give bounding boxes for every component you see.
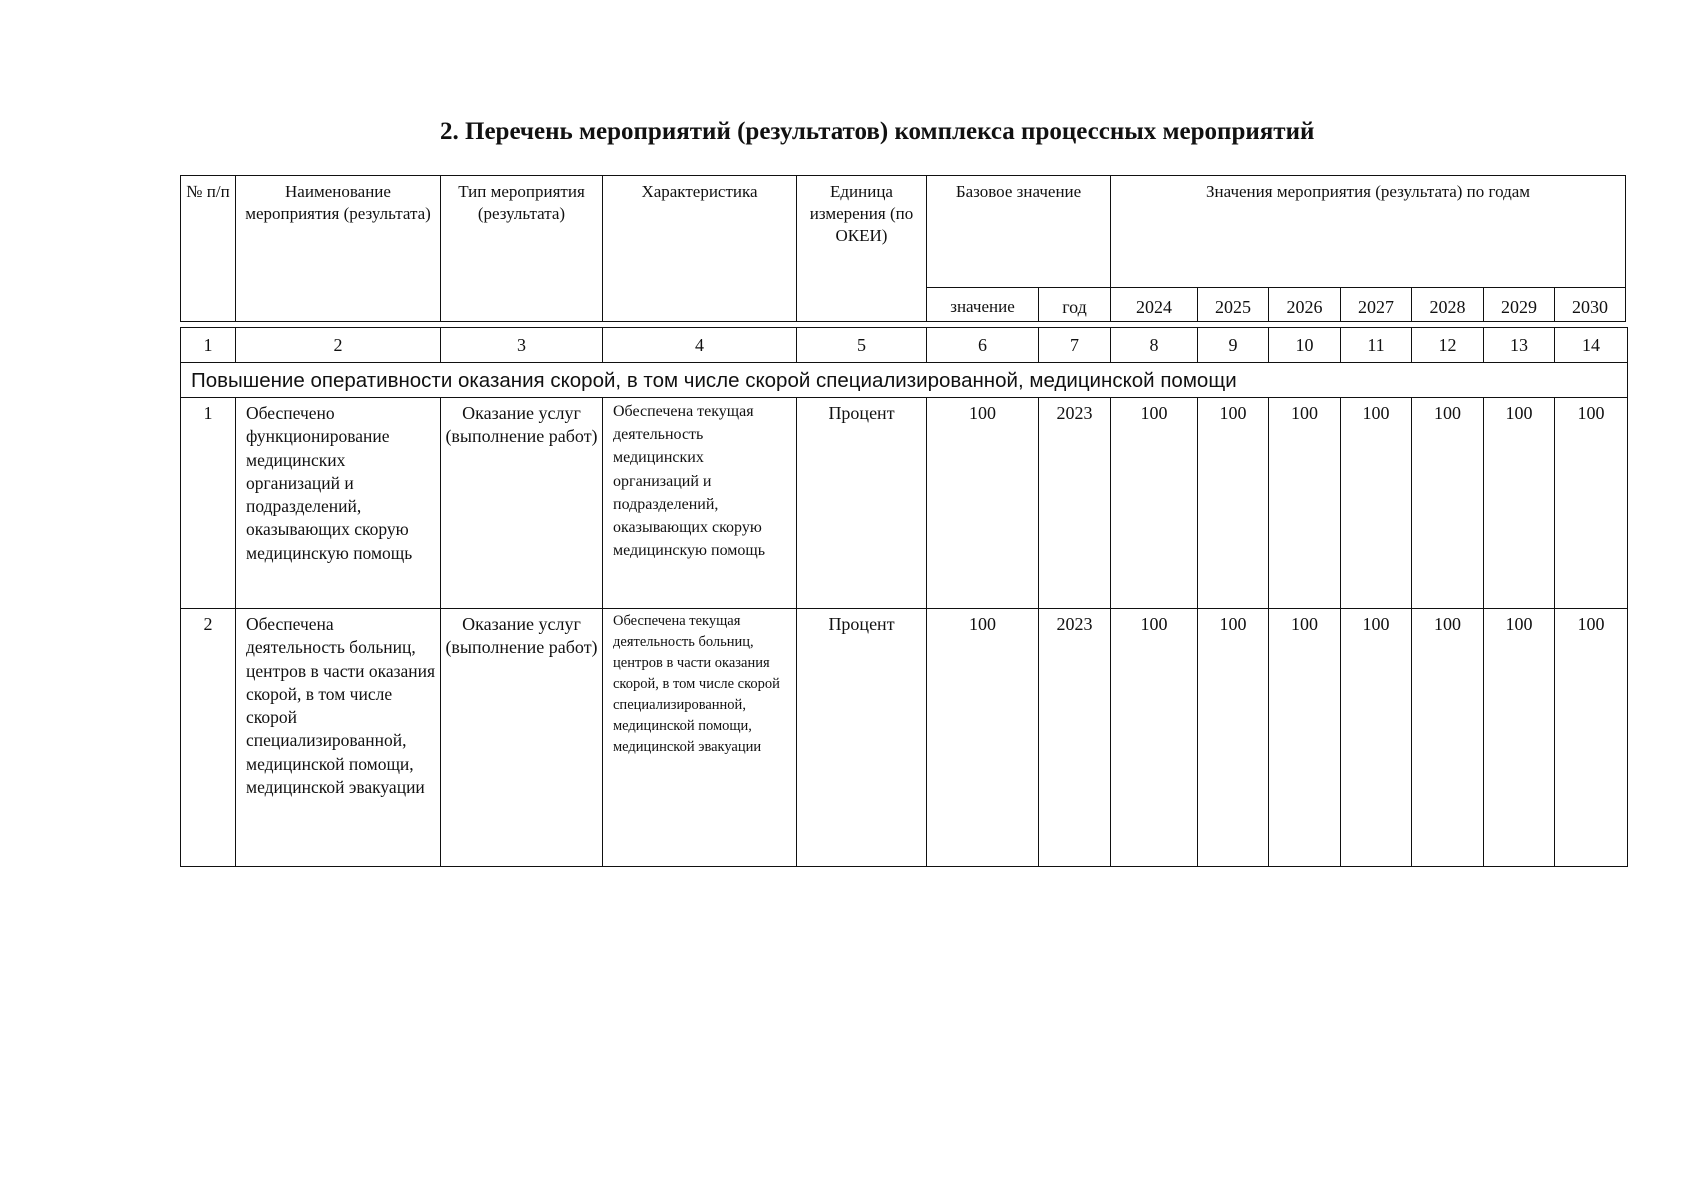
column-number-row (181, 328, 1628, 363)
row-value: 100 (1341, 609, 1412, 867)
column-number: 2 (236, 328, 441, 363)
column-number: 3 (441, 328, 603, 363)
header-name: Наименование мероприятия (результата) (236, 176, 441, 322)
row-value: 100 (1111, 609, 1198, 867)
row-value: 100 (1555, 609, 1628, 867)
column-number: 11 (1341, 328, 1412, 363)
row-unit: Процент (797, 398, 927, 609)
row-type: Оказание услуг (выполнение работ) (441, 609, 603, 867)
header-base-value: значение (927, 288, 1039, 322)
row-value: 100 (1198, 609, 1269, 867)
row-unit: Процент (797, 609, 927, 867)
column-number: 8 (1111, 328, 1198, 363)
row-value: 100 (1412, 609, 1484, 867)
row-number: 2 (181, 609, 236, 867)
header-year: 2027 (1341, 288, 1412, 322)
header-year: 2026 (1269, 288, 1341, 322)
row-base-value: 100 (927, 609, 1039, 867)
row-value: 100 (1341, 398, 1412, 609)
header-year: 2024 (1111, 288, 1198, 322)
row-base-year: 2023 (1039, 609, 1111, 867)
row-characteristic: Обеспечена текущая деятельность медицинских организаций и подразделений, оказывающих скорую медицинскую помощь (603, 398, 797, 609)
column-number: 14 (1555, 328, 1628, 363)
header-base: Базовое значение (927, 176, 1111, 288)
row-value: 100 (1555, 398, 1628, 609)
header-unit: Единица измерения (по ОКЕИ) (797, 176, 927, 322)
row-base-value: 100 (927, 398, 1039, 609)
column-number: 13 (1484, 328, 1555, 363)
header-years: Значения мероприятия (результата) по годам (1111, 176, 1626, 288)
row-value: 100 (1412, 398, 1484, 609)
table-header (180, 175, 1626, 322)
row-value: 100 (1111, 398, 1198, 609)
table-row (181, 609, 1628, 867)
page-title: 2. Перечень мероприятий (результатов) комплекса процессных мероприятий (440, 118, 1315, 145)
column-number: 4 (603, 328, 797, 363)
header-year: 2028 (1412, 288, 1484, 322)
header-year: 2025 (1198, 288, 1269, 322)
header-characteristic: Характеристика (603, 176, 797, 322)
table-row (181, 398, 1628, 609)
row-name: Обеспечено функционирование медицинских организаций и подразделений, оказывающих скорую медицинскую помощь (236, 398, 441, 609)
header-base-year: год (1039, 288, 1111, 322)
header-no: № п/п (181, 176, 236, 322)
row-base-year: 2023 (1039, 398, 1111, 609)
row-value: 100 (1269, 398, 1341, 609)
section-title: Повышение оперативности оказания скорой, в том числе скорой специализированной, медицинской помощи (181, 363, 1628, 398)
column-number: 9 (1198, 328, 1269, 363)
row-characteristic: Обеспечена текущая деятельность больниц, центров в части оказания скорой, в том числе скорой специализированной, медицинской помощи, медицинской эвакуации (603, 609, 797, 867)
row-value: 100 (1269, 609, 1341, 867)
column-number: 6 (927, 328, 1039, 363)
column-number: 5 (797, 328, 927, 363)
row-type: Оказание услуг (выполнение работ) (441, 398, 603, 609)
header-year: 2030 (1555, 288, 1626, 322)
column-number: 7 (1039, 328, 1111, 363)
column-number: 10 (1269, 328, 1341, 363)
column-number: 1 (181, 328, 236, 363)
row-value: 100 (1198, 398, 1269, 609)
table-body (180, 327, 1628, 867)
header-type: Тип мероприятия (результата) (441, 176, 603, 322)
row-value: 100 (1484, 398, 1555, 609)
row-name: Обеспечена деятельность больниц, центров в части оказания скорой, в том числе скорой специализированной, медицинской помощи, медицинской эвакуации (236, 609, 441, 867)
row-value: 100 (1484, 609, 1555, 867)
row-number: 1 (181, 398, 236, 609)
header-year: 2029 (1484, 288, 1555, 322)
column-number: 12 (1412, 328, 1484, 363)
